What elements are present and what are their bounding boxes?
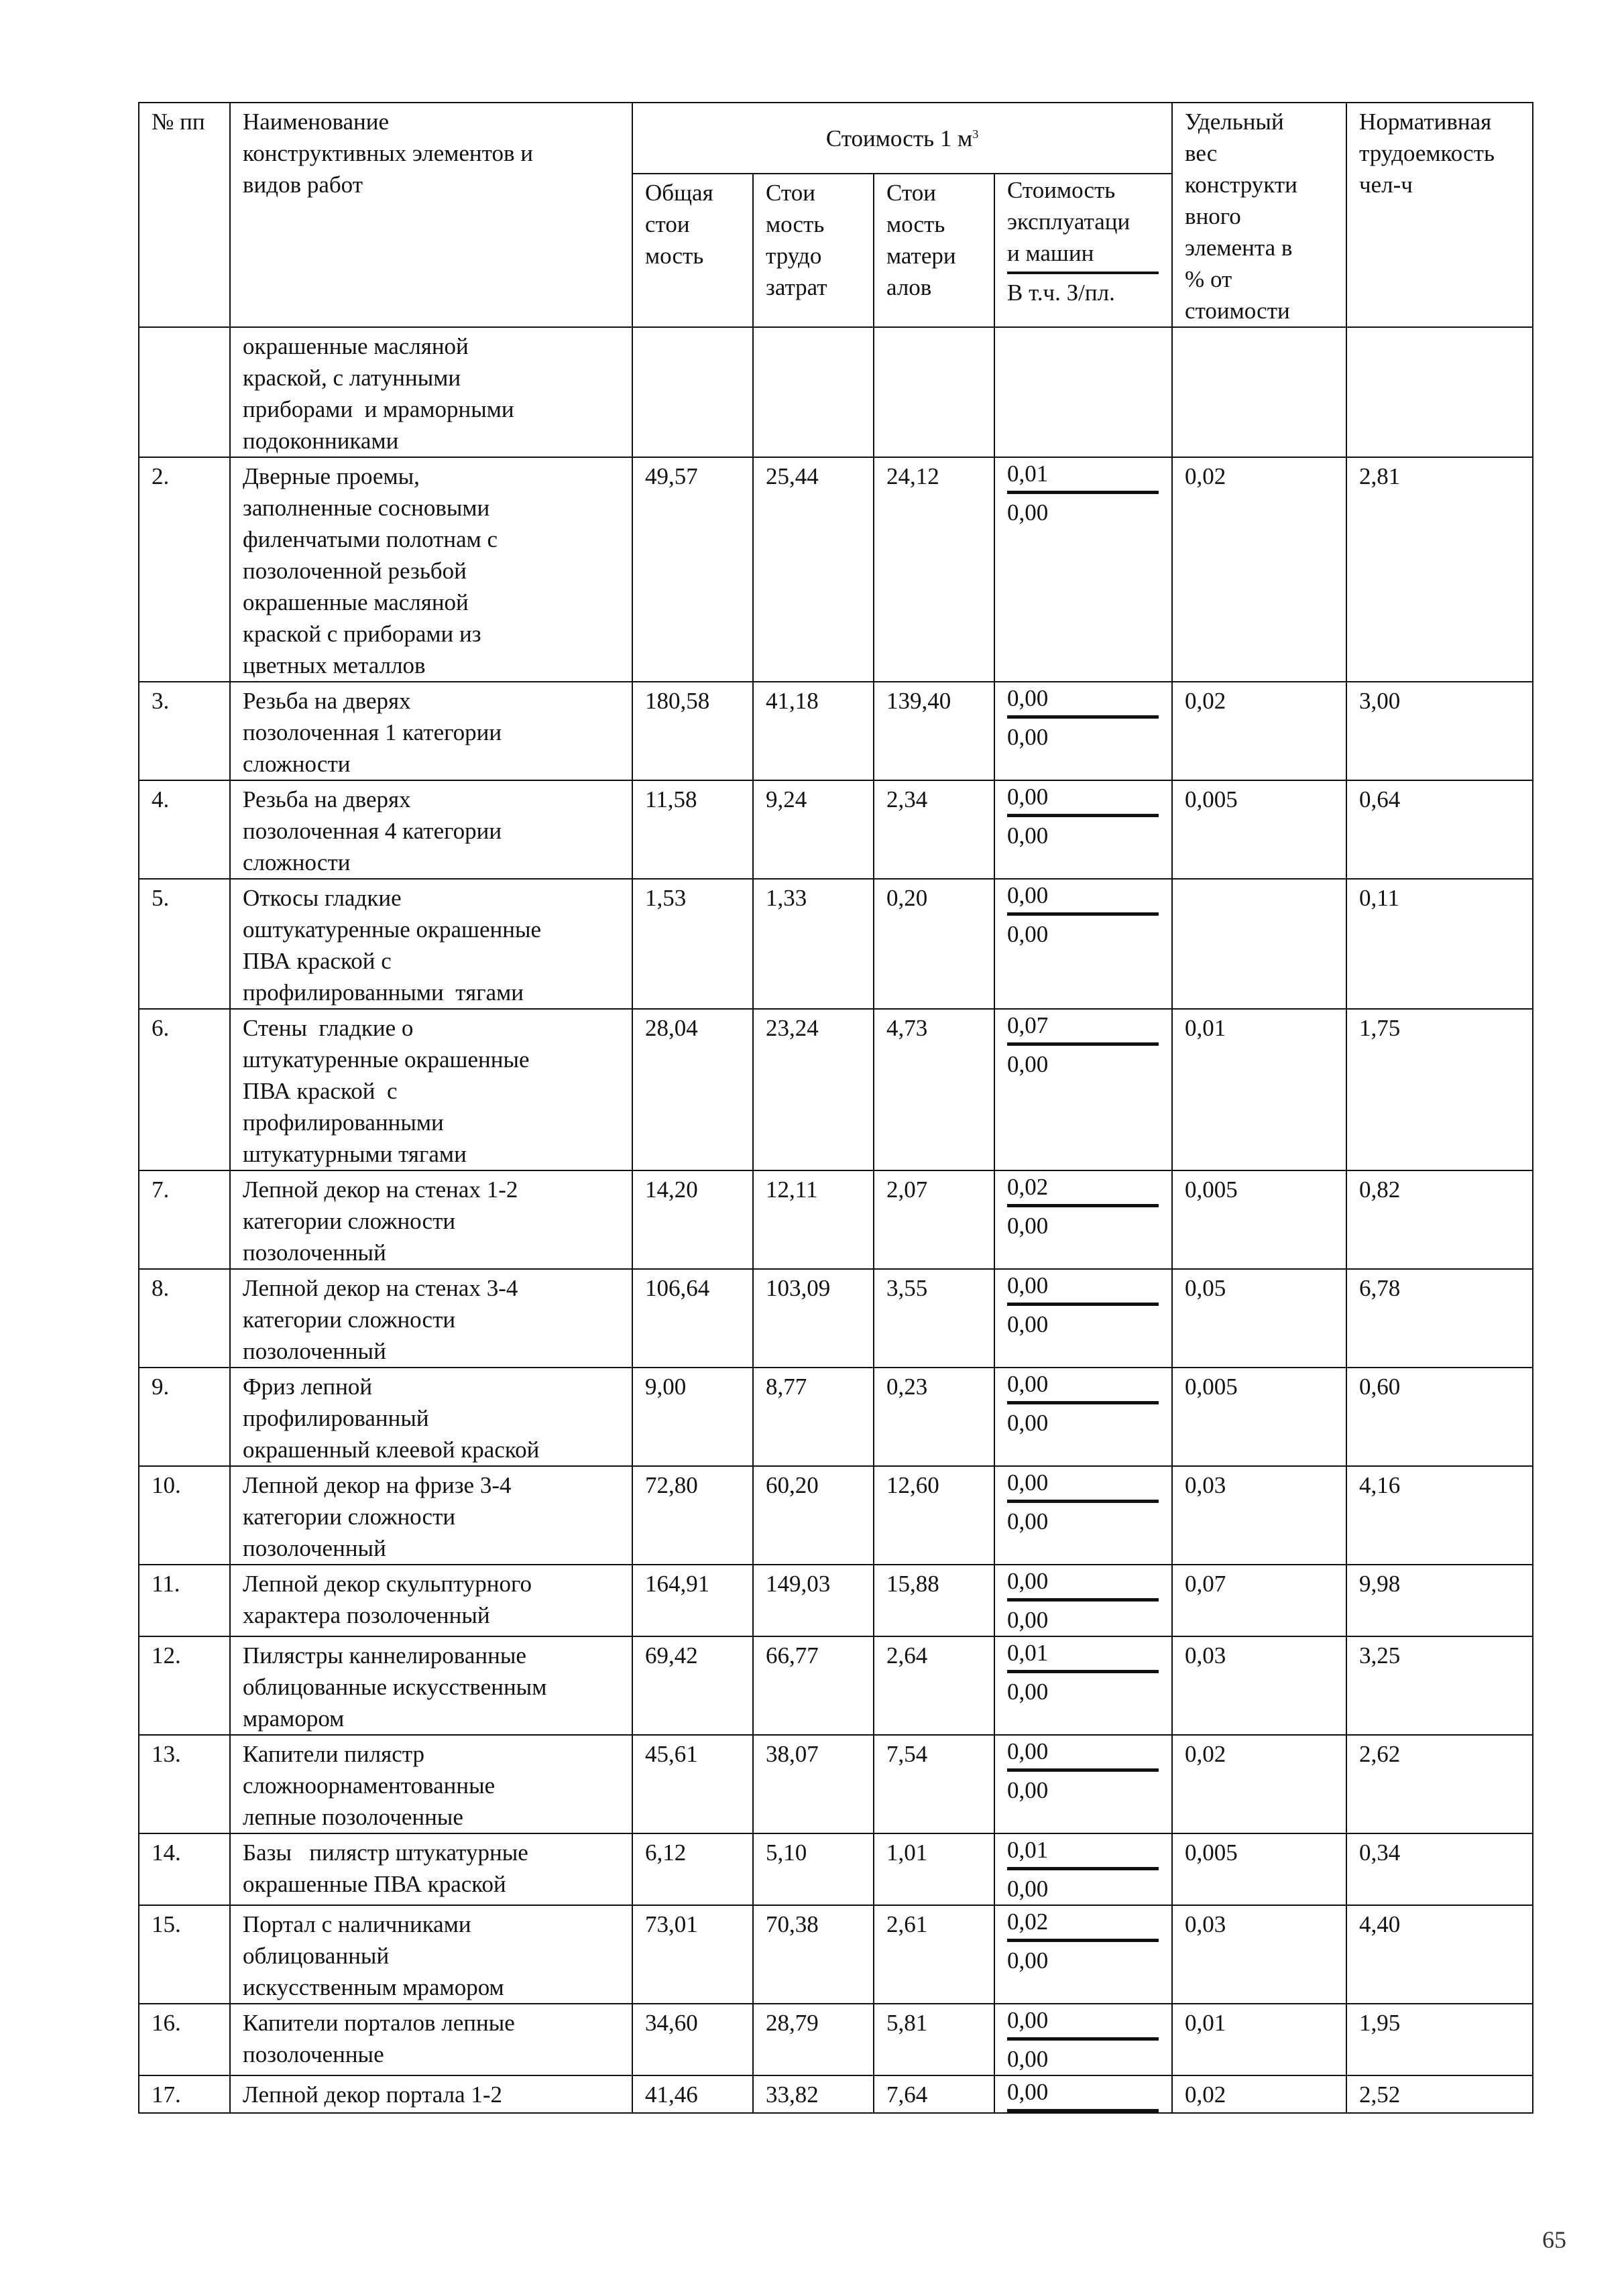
text-line: приборами и мраморными <box>243 396 514 422</box>
cell-total <box>632 327 753 457</box>
cell-materials: 7,64 <box>874 2075 994 2113</box>
text-line: Удельный <box>1185 109 1284 135</box>
text-line: краской, с латунными <box>243 365 461 391</box>
cell-num: 2. <box>139 457 230 682</box>
cell-num: 6. <box>139 1009 230 1170</box>
cell-labor-norm: 9,98 <box>1346 1565 1533 1636</box>
machines-wages-value: 0,00 <box>1007 1679 1049 1705</box>
text-line: категории сложности <box>243 1504 456 1530</box>
text-line: ПВА краской с <box>243 1078 398 1104</box>
cell-weight: 0,02 <box>1172 1735 1346 1833</box>
cell-total: 14,20 <box>632 1170 753 1269</box>
cell-weight: 0,01 <box>1172 1009 1346 1170</box>
cell-labor-norm: 4,16 <box>1346 1466 1533 1565</box>
cell-num: 3. <box>139 682 230 780</box>
text-line: окрашенные ПВА краской <box>243 1871 506 1897</box>
table-row <box>139 682 1533 780</box>
text-line: позолоченная 4 категории <box>243 818 502 844</box>
text-line: мость <box>645 243 704 269</box>
cell-num: 12. <box>139 1636 230 1735</box>
text-line: и машин <box>1007 240 1094 266</box>
cell-total: 1,53 <box>632 879 753 1009</box>
text-line: Фриз лепной <box>243 1374 373 1400</box>
cell-num <box>139 327 230 457</box>
machines-value: 0,00 <box>1007 781 1159 817</box>
cell-weight: 0,03 <box>1172 1466 1346 1565</box>
cell-materials: 7,54 <box>874 1735 994 1833</box>
cell-labor: 12,11 <box>753 1170 874 1269</box>
cell-machines <box>994 780 1172 879</box>
table-row <box>139 2075 1533 2113</box>
cell-labor: 23,24 <box>753 1009 874 1170</box>
text-line: Капители пилястр <box>243 1741 424 1767</box>
table-row <box>139 1833 1533 1905</box>
cell-name <box>230 879 632 1009</box>
cell-total: 11,58 <box>632 780 753 879</box>
cell-name <box>230 1009 632 1170</box>
machines-wages-value: 0,00 <box>1007 921 1049 947</box>
cell-labor-norm: 3,25 <box>1346 1636 1533 1735</box>
text-line: сложноорнаментованные <box>243 1772 496 1799</box>
text-line: позолоченный <box>243 1338 386 1364</box>
text-line: алов <box>886 274 932 300</box>
cell-materials: 2,07 <box>874 1170 994 1269</box>
cell-materials: 0,20 <box>874 879 994 1009</box>
text-line: заполненные сосновыми <box>243 495 490 521</box>
machines-wages-value: 0,00 <box>1007 2046 1049 2072</box>
machines-wages-value: 0,00 <box>1007 1213 1049 1239</box>
text-line: оштукатуренные окрашенные <box>243 916 542 943</box>
machines-value: 0,00 <box>1007 2004 1159 2041</box>
text-line: Лепной декор портала 1-2 <box>243 2081 503 2108</box>
table-row <box>139 1735 1533 1833</box>
text-line: облицованные искусственным <box>243 1674 547 1700</box>
header-cost-group-label: Стоимость 1 м <box>825 125 973 152</box>
cell-num: 5. <box>139 879 230 1009</box>
cell-labor-norm: 3,00 <box>1346 682 1533 780</box>
machines-wages-value: 0,00 <box>1007 1410 1049 1436</box>
cell-total: 73,01 <box>632 1905 753 2004</box>
cell-materials: 15,88 <box>874 1565 994 1636</box>
cell-labor <box>753 327 874 457</box>
text-line: чел-ч <box>1359 172 1413 198</box>
cell-labor-norm: 2,52 <box>1346 2075 1533 2113</box>
cell-total: 9,00 <box>632 1368 753 1466</box>
text-line: стоимости <box>1185 298 1290 324</box>
text-line: штукатуренные окрашенные <box>243 1046 530 1073</box>
table-row <box>139 780 1533 879</box>
cell-labor-norm: 1,75 <box>1346 1009 1533 1170</box>
cell-total: 49,57 <box>632 457 753 682</box>
machines-value: 0,07 <box>1007 1010 1159 1046</box>
table-row <box>139 457 1533 682</box>
cell-num: 9. <box>139 1368 230 1466</box>
cell-weight <box>1172 327 1346 457</box>
cell-weight: 0,005 <box>1172 1833 1346 1905</box>
cell-materials: 3,55 <box>874 1269 994 1368</box>
machines-value: 0,00 <box>1007 2076 1159 2112</box>
machines-value: 0,02 <box>1007 1906 1159 1942</box>
text-line: вес <box>1185 140 1218 166</box>
cell-total: 180,58 <box>632 682 753 780</box>
text-line: позолоченной резьбой <box>243 558 467 584</box>
cell-weight: 0,02 <box>1172 682 1346 780</box>
cell-machines <box>994 327 1172 457</box>
text-line: краской с приборами из <box>243 621 481 647</box>
cell-num: 11. <box>139 1565 230 1636</box>
text-line: стои <box>645 211 690 237</box>
table-row <box>139 1466 1533 1565</box>
cell-total: 45,61 <box>632 1735 753 1833</box>
text-line: позолоченный <box>243 1535 386 1561</box>
cell-weight: 0,005 <box>1172 1368 1346 1466</box>
text-line: матери <box>886 243 956 269</box>
text-line: категории сложности <box>243 1307 456 1333</box>
text-line: подоконниками <box>243 428 399 454</box>
cell-machines <box>994 2075 1172 2113</box>
text-line: Дверные проемы, <box>243 463 420 489</box>
text-line: штукатурными тягами <box>243 1141 467 1167</box>
text-line: окрашенный клеевой краской <box>243 1437 540 1463</box>
machines-value: 0,00 <box>1007 1565 1159 1602</box>
text-line: Стоимость <box>1007 177 1116 203</box>
cell-labor-norm: 1,95 <box>1346 2004 1533 2075</box>
cell-machines <box>994 879 1172 1009</box>
cell-labor: 1,33 <box>753 879 874 1009</box>
table-row <box>139 879 1533 1009</box>
text-line: сложности <box>243 849 351 875</box>
cell-num: 16. <box>139 2004 230 2075</box>
cell-num: 8. <box>139 1269 230 1368</box>
cell-machines <box>994 1565 1172 1636</box>
text-line: трудоемкость <box>1359 140 1495 166</box>
cell-labor: 5,10 <box>753 1833 874 1905</box>
cell-machines <box>994 1636 1172 1735</box>
cell-name <box>230 1735 632 1833</box>
machines-wages-value: 0,00 <box>1007 499 1049 526</box>
table-row <box>139 1170 1533 1269</box>
text-line: эксплуатаци <box>1007 208 1130 235</box>
cell-name <box>230 1636 632 1735</box>
cell-name <box>230 2004 632 2075</box>
cell-total: 41,46 <box>632 2075 753 2113</box>
cell-weight: 0,03 <box>1172 1636 1346 1735</box>
text-line: искусственным мрамором <box>243 1974 504 2000</box>
cell-materials: 24,12 <box>874 457 994 682</box>
text-line: профилированный <box>243 1405 429 1431</box>
cell-materials: 5,81 <box>874 2004 994 2075</box>
header-cost-group-sup: 3 <box>972 127 979 141</box>
cell-num: 17. <box>139 2075 230 2113</box>
cell-machines <box>994 1466 1172 1565</box>
machines-wages-value: 0,00 <box>1007 1777 1049 1803</box>
machines-value: 0,01 <box>1007 458 1159 494</box>
cell-total: 28,04 <box>632 1009 753 1170</box>
text-line: характера позолоченный <box>243 1602 490 1628</box>
cell-labor: 9,24 <box>753 780 874 879</box>
cell-labor-norm: 2,81 <box>1346 457 1533 682</box>
cell-name <box>230 780 632 879</box>
cell-weight: 0,005 <box>1172 1170 1346 1269</box>
text-line: Стои <box>886 180 936 206</box>
text-line: облицованный <box>243 1943 390 1969</box>
cell-weight: 0,005 <box>1172 780 1346 879</box>
table-row <box>139 1636 1533 1735</box>
cell-machines <box>994 1735 1172 1833</box>
cell-name <box>230 2075 632 2113</box>
header-labor-norm <box>1346 103 1533 327</box>
cell-num: 15. <box>139 1905 230 2004</box>
text-line: Откосы гладкие <box>243 885 402 911</box>
text-line: Базы пилястр штукатурные <box>243 1839 528 1866</box>
cell-labor-norm: 0,34 <box>1346 1833 1533 1905</box>
text-line: конструктивных элементов и <box>243 140 533 166</box>
text-line: Резьба на дверях <box>243 688 411 714</box>
machines-value: 0,01 <box>1007 1834 1159 1870</box>
text-line: элемента в <box>1185 235 1293 261</box>
header-labor-cost <box>753 174 874 327</box>
text-line: мрамором <box>243 1705 345 1732</box>
cell-weight: 0,03 <box>1172 1905 1346 2004</box>
table-row <box>139 1905 1533 2004</box>
cell-materials: 2,64 <box>874 1636 994 1735</box>
machines-wages-value: 0,00 <box>1007 1508 1049 1534</box>
cell-materials: 2,34 <box>874 780 994 879</box>
table-row <box>139 1009 1533 1170</box>
cell-machines <box>994 457 1172 682</box>
cell-labor-norm <box>1346 327 1533 457</box>
cell-labor: 8,77 <box>753 1368 874 1466</box>
machines-wages-value: 0,00 <box>1007 823 1049 849</box>
cell-num: 4. <box>139 780 230 879</box>
cell-name <box>230 327 632 457</box>
cell-labor: 66,77 <box>753 1636 874 1735</box>
cell-name <box>230 1905 632 2004</box>
cell-weight: 0,07 <box>1172 1565 1346 1636</box>
cost-table <box>138 102 1533 2114</box>
text-line: Пилястры каннелированные <box>243 1642 526 1669</box>
text-line: позолоченные <box>243 2041 384 2067</box>
cell-num: 7. <box>139 1170 230 1269</box>
machines-wages-value: 0,00 <box>1007 724 1049 750</box>
cell-materials: 0,23 <box>874 1368 994 1466</box>
cell-weight: 0,05 <box>1172 1269 1346 1368</box>
text-line: Общая <box>645 180 713 206</box>
text-line: Лепной декор на стенах 3-4 <box>243 1275 518 1301</box>
header-weight <box>1172 103 1346 327</box>
text-line: профилированными <box>243 1109 444 1136</box>
machines-value: 0,01 <box>1007 1637 1159 1673</box>
text-line: Наименование <box>243 109 390 135</box>
text-line: Лепной декор на фризе 3-4 <box>243 1472 512 1498</box>
header-materials <box>874 174 994 327</box>
text-line: окрашенные масляной <box>243 589 469 615</box>
cell-weight: 0,01 <box>1172 2004 1346 2075</box>
text-line: мость <box>886 211 945 237</box>
text-line: лепные позолоченные <box>243 1804 463 1830</box>
cell-materials <box>874 327 994 457</box>
machines-value: 0,00 <box>1007 1270 1159 1306</box>
cell-labor: 41,18 <box>753 682 874 780</box>
table-header-row <box>139 103 1533 174</box>
cell-labor-norm: 6,78 <box>1346 1269 1533 1368</box>
header-machines <box>994 174 1172 327</box>
machines-wages-value: 0,00 <box>1007 1947 1049 1974</box>
text-line: позолоченный <box>243 1240 386 1266</box>
cell-weight <box>1172 879 1346 1009</box>
cell-labor: 25,44 <box>753 457 874 682</box>
machines-wages-value: 0,00 <box>1007 1311 1049 1337</box>
text-line: Капители порталов лепные <box>243 2010 515 2036</box>
table-row <box>139 2004 1533 2075</box>
cell-total: 72,80 <box>632 1466 753 1565</box>
cell-machines <box>994 1009 1172 1170</box>
machines-wages-value: 0,00 <box>1007 1051 1049 1077</box>
cell-name <box>230 1269 632 1368</box>
cell-name <box>230 682 632 780</box>
cell-labor-norm: 0,11 <box>1346 879 1533 1009</box>
text-line: % от <box>1185 266 1232 292</box>
cell-total: 34,60 <box>632 2004 753 2075</box>
cell-name <box>230 1833 632 1905</box>
cell-labor: 38,07 <box>753 1735 874 1833</box>
cell-materials: 4,73 <box>874 1009 994 1170</box>
text-line: сложности <box>243 751 351 777</box>
table-row <box>139 1565 1533 1636</box>
machines-value: 0,00 <box>1007 682 1159 719</box>
cell-labor-norm: 0,82 <box>1346 1170 1533 1269</box>
cell-machines <box>994 1368 1172 1466</box>
page-number: 65 <box>1542 2226 1566 2253</box>
cell-name <box>230 1565 632 1636</box>
cell-total: 164,91 <box>632 1565 753 1636</box>
text-line: видов работ <box>243 172 363 198</box>
cell-num: 14. <box>139 1833 230 1905</box>
machines-value: 0,00 <box>1007 1467 1159 1503</box>
machines-value: 0,00 <box>1007 1736 1159 1772</box>
text-line: конструкти <box>1185 172 1297 198</box>
cell-labor-norm: 2,62 <box>1346 1735 1533 1833</box>
text-line: вного <box>1185 203 1241 229</box>
cell-num: 13. <box>139 1735 230 1833</box>
cell-name <box>230 1170 632 1269</box>
header-total <box>632 174 753 327</box>
cell-total: 69,42 <box>632 1636 753 1735</box>
text-line: Резьба на дверях <box>243 786 411 812</box>
table-row <box>139 1269 1533 1368</box>
cell-machines <box>994 1833 1172 1905</box>
text-line: Портал с наличниками <box>243 1911 471 1937</box>
cell-machines <box>994 2004 1172 2075</box>
cell-labor: 103,09 <box>753 1269 874 1368</box>
cell-labor: 70,38 <box>753 1905 874 2004</box>
cell-labor-norm: 0,64 <box>1346 780 1533 879</box>
cell-machines <box>994 1170 1172 1269</box>
text-line: трудо <box>766 243 822 269</box>
cell-name <box>230 1466 632 1565</box>
cell-weight: 0,02 <box>1172 457 1346 682</box>
text-line: Стои <box>766 180 815 206</box>
text-line: цветных металлов <box>243 652 426 678</box>
text-line: Лепной декор на стенах 1-2 <box>243 1176 518 1203</box>
cell-total: 6,12 <box>632 1833 753 1905</box>
cell-machines <box>994 682 1172 780</box>
text-line: окрашенные масляной <box>243 333 469 359</box>
cell-name <box>230 1368 632 1466</box>
text-line: Стены гладкие о <box>243 1015 414 1041</box>
text-line: мость <box>766 211 825 237</box>
cell-materials: 1,01 <box>874 1833 994 1905</box>
header-name <box>230 103 632 327</box>
cell-total: 106,64 <box>632 1269 753 1368</box>
text-line: филенчатыми полотнам с <box>243 526 498 552</box>
cell-labor: 60,20 <box>753 1466 874 1565</box>
machines-value: 0,00 <box>1007 1368 1159 1404</box>
text-line: Лепной декор скульптурного <box>243 1571 532 1597</box>
cell-materials: 2,61 <box>874 1905 994 2004</box>
header-num: № пп <box>139 103 230 327</box>
cell-labor: 149,03 <box>753 1565 874 1636</box>
cell-labor: 33,82 <box>753 2075 874 2113</box>
continuation-row <box>139 327 1533 457</box>
header-machines-sub: В т.ч. З/пл. <box>1007 280 1115 306</box>
header-cost-group <box>632 103 1172 174</box>
machines-wages-value: 0,00 <box>1007 1876 1049 1902</box>
text-line: позолоченная 1 категории <box>243 719 502 745</box>
text-line: Нормативная <box>1359 109 1492 135</box>
cell-materials: 139,40 <box>874 682 994 780</box>
cell-machines <box>994 1269 1172 1368</box>
text-line: профилированными тягами <box>243 979 524 1006</box>
cell-labor-norm: 4,40 <box>1346 1905 1533 2004</box>
text-line: ПВА краской с <box>243 948 392 974</box>
machines-wages-value: 0,00 <box>1007 1607 1049 1633</box>
cell-materials: 12,60 <box>874 1466 994 1565</box>
cell-machines <box>994 1905 1172 2004</box>
machines-value: 0,00 <box>1007 880 1159 916</box>
cell-weight: 0,02 <box>1172 2075 1346 2113</box>
cell-num: 10. <box>139 1466 230 1565</box>
text-line: затрат <box>766 274 827 300</box>
cell-labor: 28,79 <box>753 2004 874 2075</box>
document-page <box>138 102 1532 2114</box>
table-row <box>139 1368 1533 1466</box>
machines-value: 0,02 <box>1007 1171 1159 1207</box>
text-line: категории сложности <box>243 1208 456 1234</box>
cell-name <box>230 457 632 682</box>
cell-labor-norm: 0,60 <box>1346 1368 1533 1466</box>
